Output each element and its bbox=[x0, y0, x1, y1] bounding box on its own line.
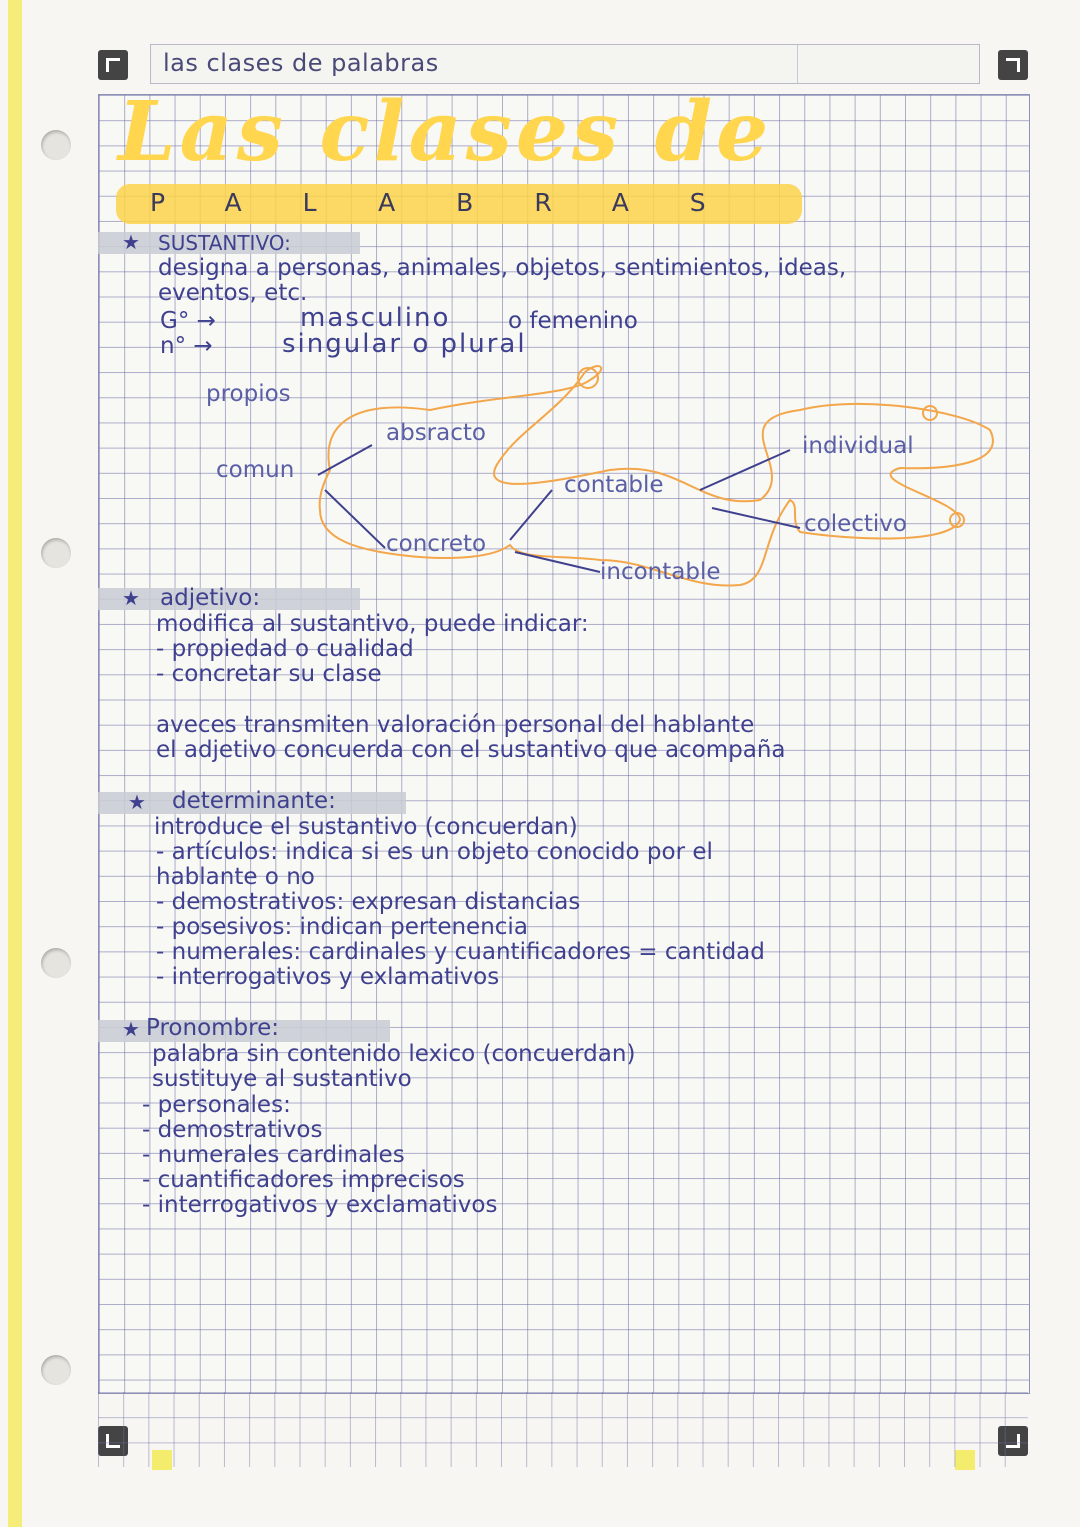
corner-mark-icon bbox=[998, 50, 1028, 80]
text-line: - artículos: indica si es un objeto conocido por el bbox=[156, 839, 713, 865]
tree-label-concreto: concreto bbox=[386, 531, 487, 557]
main-title: Las clases de bbox=[118, 84, 773, 180]
bullet-star-icon: ★ bbox=[128, 790, 146, 814]
text-line: introduce el sustantivo (concuerdan) bbox=[154, 814, 578, 840]
page-title: las clases de palabras bbox=[163, 49, 439, 77]
text-line: - interrogativos y exlamativos bbox=[156, 964, 500, 990]
binder-hole bbox=[41, 948, 71, 978]
text-line: - demostrativos bbox=[142, 1117, 323, 1143]
text-line: modifica al sustantivo, puede indicar: bbox=[156, 611, 589, 637]
binder-hole bbox=[41, 1355, 71, 1385]
text-line: el adjetivo concuerda con el sustantivo que acompaña bbox=[156, 737, 786, 763]
text-line: - cuantificadores imprecisos bbox=[142, 1167, 465, 1193]
header-title-box bbox=[150, 44, 980, 84]
text-line: o femenino bbox=[508, 308, 638, 334]
tree-label-abstracto: absracto bbox=[386, 420, 486, 446]
text-line: masculino bbox=[300, 303, 451, 333]
main-subtitle: PALABRAS bbox=[150, 188, 767, 217]
text-line: - numerales: cardinales y cuantificadores = cantidad bbox=[156, 939, 765, 965]
text-line: n° → bbox=[160, 333, 213, 359]
section-heading-determinante: determinante: bbox=[172, 788, 336, 814]
paper-yellow-edge bbox=[8, 0, 22, 1527]
text-line: eventos, etc. bbox=[158, 280, 308, 306]
text-line: - numerales cardinales bbox=[142, 1142, 405, 1168]
text-line: palabra sin contenido lexico (concuerdan) bbox=[152, 1041, 636, 1067]
tree-label-colectivo: colectivo bbox=[804, 511, 907, 537]
tree-label-individual: individual bbox=[802, 433, 914, 459]
section-heading-sustantivo: SUSTANTIVO: bbox=[158, 231, 291, 255]
text-line: singular o plural bbox=[282, 329, 527, 359]
text-line: aveces transmiten valoración personal del hablante bbox=[156, 712, 755, 738]
binder-hole bbox=[41, 130, 71, 160]
bullet-star-icon: ★ bbox=[122, 1017, 140, 1041]
section-heading-adjetivo: adjetivo: bbox=[160, 585, 261, 611]
text-line: hablante o no bbox=[156, 864, 315, 890]
text-line: - demostrativos: expresan distancias bbox=[156, 889, 581, 915]
text-line: sustituye al sustantivo bbox=[152, 1066, 412, 1092]
text-line: - personales: bbox=[142, 1092, 291, 1118]
binder-hole bbox=[41, 538, 71, 568]
tree-label-propios: propios bbox=[206, 381, 291, 407]
bullet-star-icon: ★ bbox=[122, 586, 140, 610]
tree-label-contable: contable bbox=[564, 472, 664, 498]
tree-label-incontable: incontable bbox=[600, 559, 721, 585]
section-heading-pronombre: Pronombre: bbox=[146, 1015, 279, 1041]
text-line: - interrogativos y exclamativos bbox=[142, 1192, 498, 1218]
text-line: - propiedad o cualidad bbox=[156, 636, 414, 662]
corner-mark-icon bbox=[98, 50, 128, 80]
tree-label-comun: comun bbox=[216, 457, 295, 483]
bullet-star-icon: ★ bbox=[122, 230, 140, 254]
text-line: G° → bbox=[160, 308, 216, 334]
text-line: - concretar su clase bbox=[156, 661, 382, 687]
text-line: - posesivos: indican pertenencia bbox=[156, 914, 528, 940]
text-line: designa a personas, animales, objetos, sentimientos, ideas, bbox=[158, 255, 847, 281]
grid-paper-bottom bbox=[98, 1392, 1028, 1467]
